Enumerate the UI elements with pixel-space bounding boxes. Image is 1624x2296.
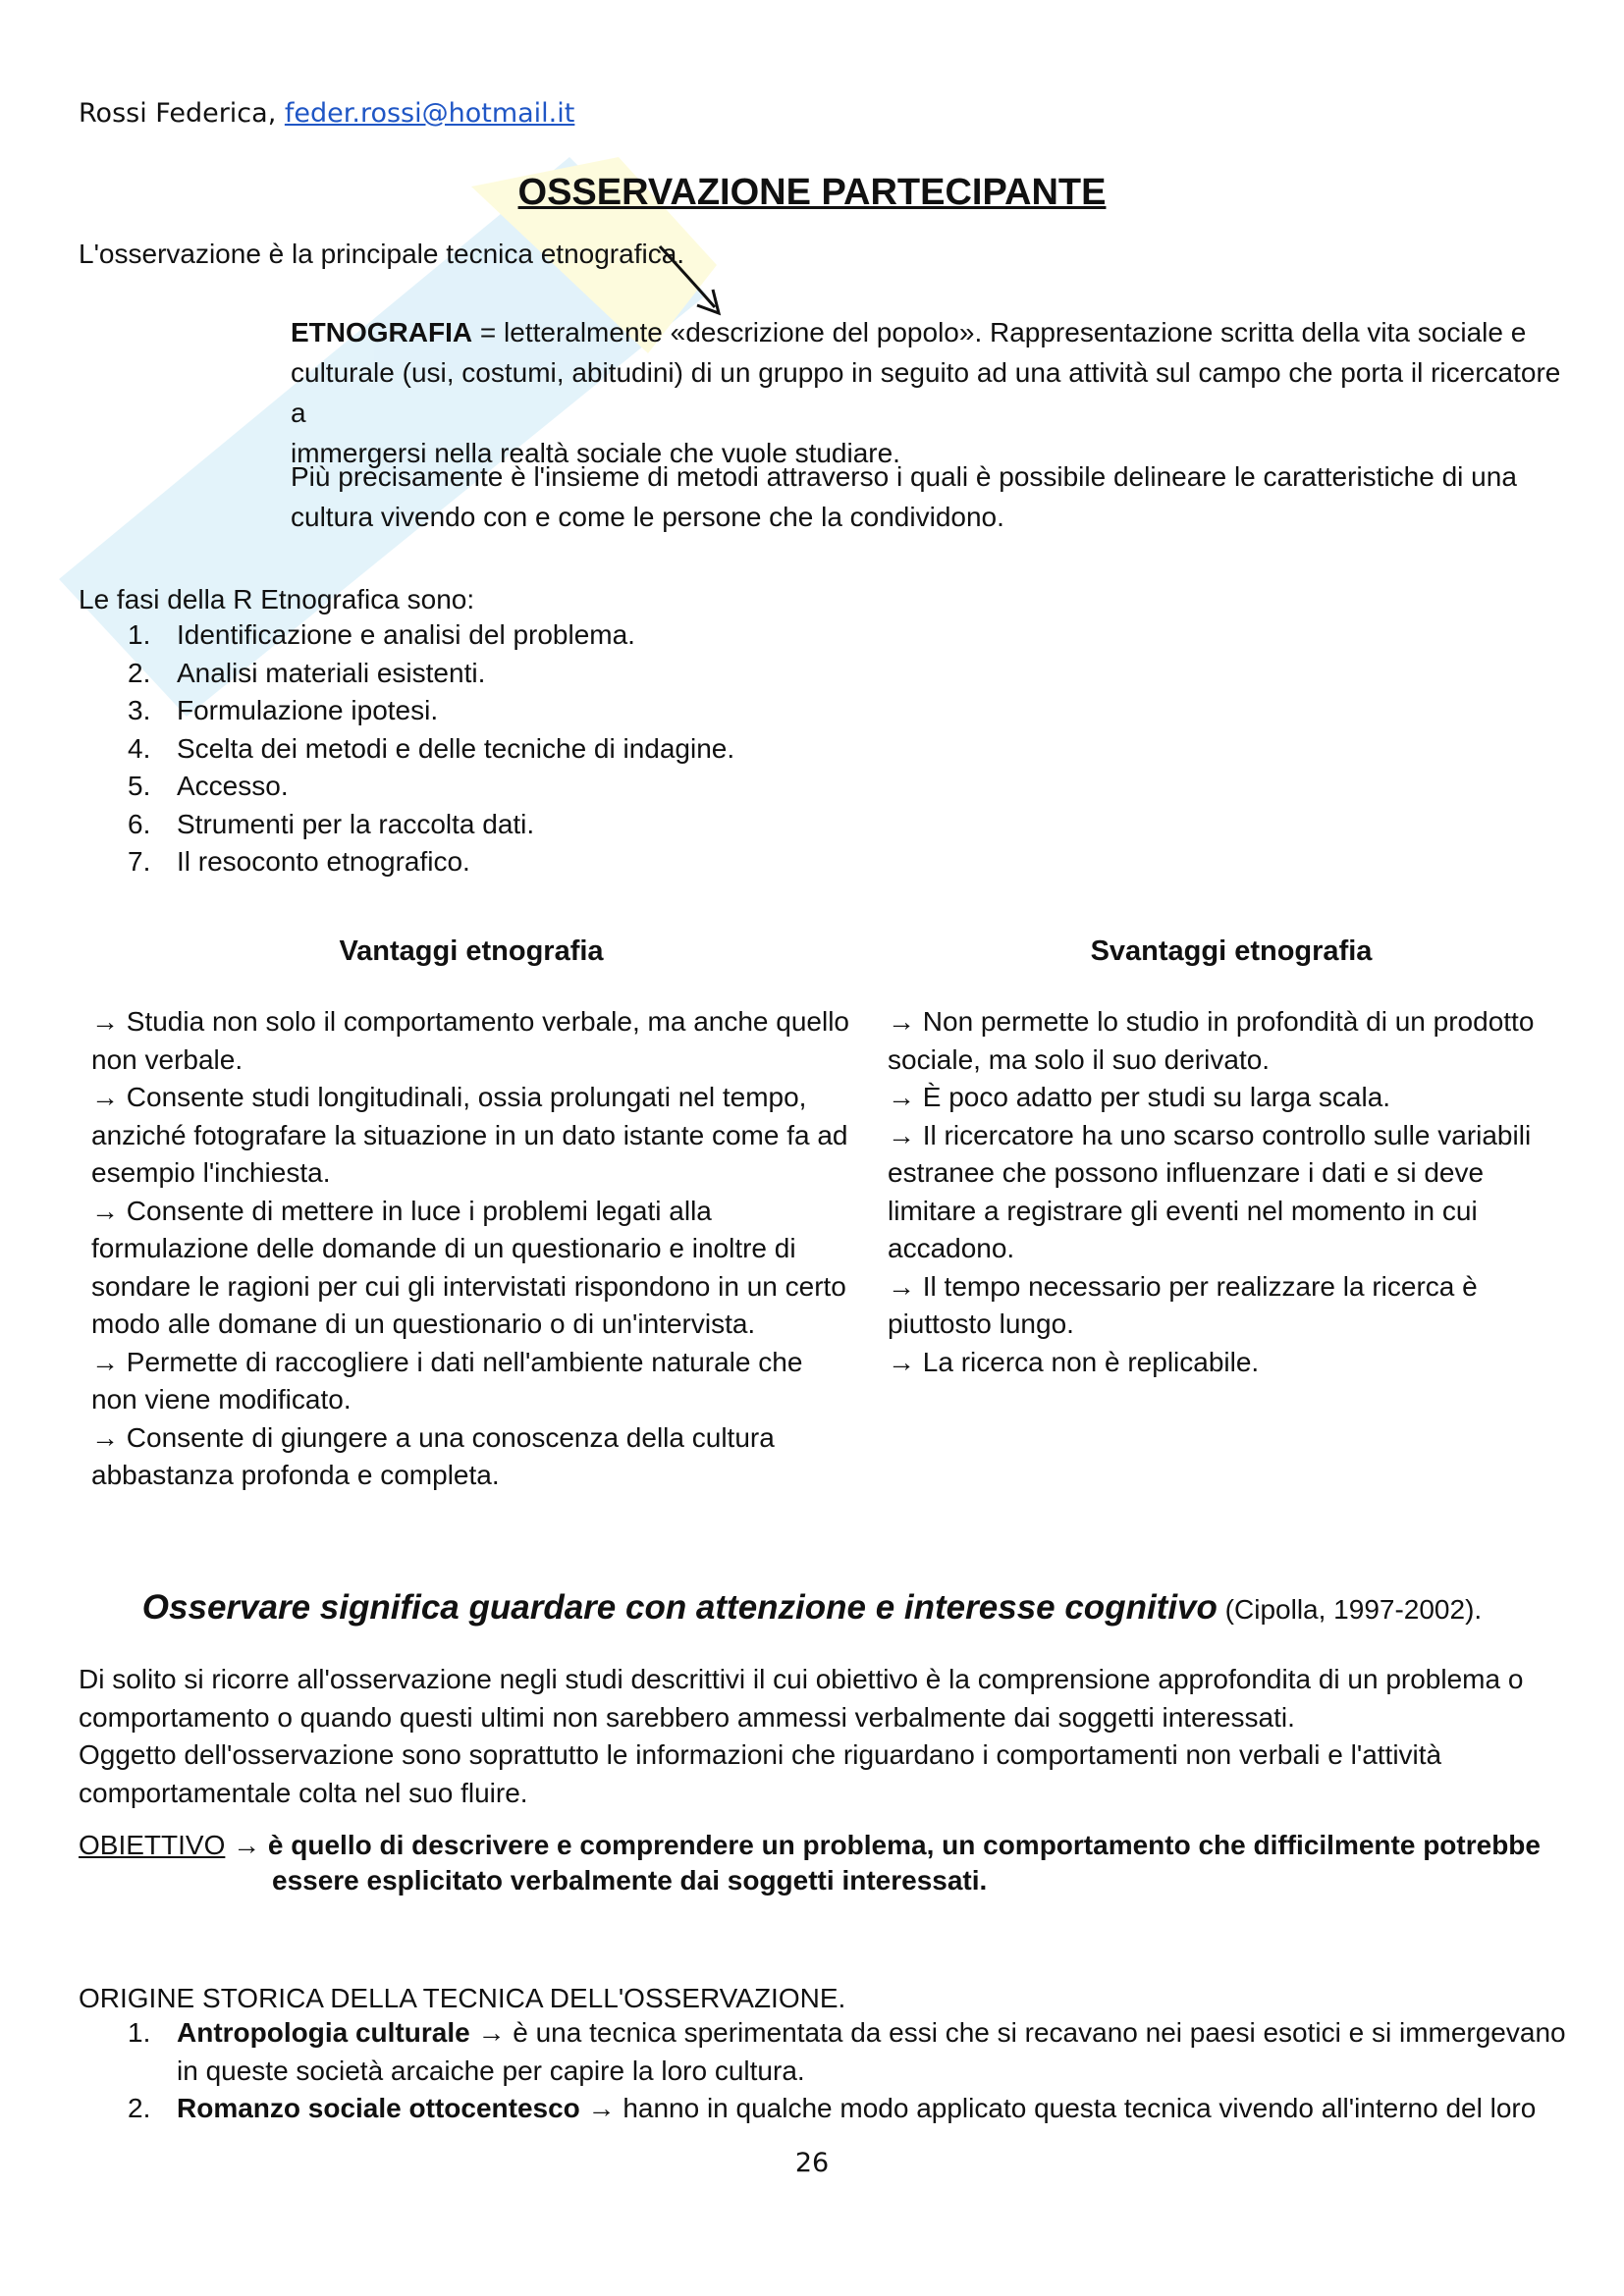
objective-label: OBIETTIVO — [79, 1830, 226, 1860]
disadvantage-line: estranee che possono influenzare i dati e si deve — [888, 1157, 1485, 1188]
disadvantage-line: limitare a registrare gli eventi nel momento in cui — [888, 1195, 1478, 1226]
origin-term: Romanzo sociale ottocentesco — [177, 2093, 580, 2123]
disadvantage-line: accadono. — [888, 1233, 1015, 1263]
disadvantage-line: sociale, ma solo il suo derivato. — [888, 1043, 1271, 1075]
phase-item: 2. Analisi materiali esistenti. — [128, 657, 486, 688]
origin-item: 2. Romanzo sociale ottocentesco → hanno in qualche modo applicato questa tecnica vivendo all'interno del loro — [128, 2093, 1537, 2123]
advantages-heading: Vantaggi etnografia — [339, 935, 604, 967]
advantage-line: abbastanza profonda e completa. — [91, 1460, 500, 1490]
observation-paragraph-2: Oggetto dell'osservazione sono soprattutto le informazioni che riguardano i comportamenti non verbali e l'attività comportamentale colta nel suo fluire. — [79, 1739, 1442, 1808]
author-email-link[interactable]: feder.rossi@hotmail.it — [284, 98, 575, 129]
observe-citation: (Cipolla, 1997-2002). — [1217, 1594, 1483, 1625]
advantage-line: esempio l'inchiesta. — [91, 1157, 331, 1188]
advantage-line: → Consente studi longitudinali, ossia prolungati nel tempo, — [91, 1082, 807, 1112]
page-number: 26 — [794, 2148, 830, 2178]
phase-item: 1. Identificazione e analisi del problema. — [128, 619, 635, 650]
disadvantage-line: → È poco adatto per studi su larga scala. — [888, 1082, 1391, 1112]
advantage-line: modo alle domane di un questionario o di un'intervista. — [91, 1308, 756, 1339]
origin-heading: ORIGINE STORICA DELLA TECNICA DELL'OSSERVAZIONE. — [79, 1983, 846, 2013]
page-title: OSSERVAZIONE PARTECIPANTE — [517, 172, 1107, 213]
advantages-column — [91, 1003, 877, 1495]
definition-term: ETNOGRAFIA — [291, 317, 473, 347]
origin-term: Antropologia culturale — [177, 2017, 470, 2048]
advantage-line: anziché fotografare la situazione in un dato istante come fa ad — [91, 1119, 848, 1150]
disadvantage-line: → Il tempo necessario per realizzare la ricerca è — [888, 1270, 1478, 1302]
phase-item: 6. Strumenti per la raccolta dati. — [128, 808, 535, 839]
phase-item: 3. Formulazione ipotesi. — [128, 695, 439, 725]
advantage-line: sondare le ragioni per cui gli intervistati rispondono in un certo — [91, 1270, 846, 1302]
disadvantage-line: piuttosto lungo. — [888, 1308, 1074, 1339]
advantage-line: → Consente di giungere a una conoscenza della cultura — [91, 1421, 775, 1453]
advantage-line: → Studia non solo il comportamento verbale, ma anche quello — [91, 1006, 849, 1037]
phase-item: 7. Il resoconto etnografico. — [128, 846, 470, 877]
disadvantage-line: → La ricerca non è replicabile. — [888, 1346, 1260, 1377]
disadvantage-line: → Il ricercatore ha uno scarso controllo sulle variabili — [888, 1119, 1532, 1150]
phases-list — [128, 616, 734, 881]
objective-line: OBIETTIVO → è quello di descrivere e comprendere un problema, un comportamento che difficilmente potrebbe — [79, 1830, 1541, 1860]
ethnography-definition: ETNOGRAFIA = letteralmente «descrizione del popolo». Rappresentazione scritta della vita sociale e culturale (usi, costumi, abitudini) di un gruppo in seguito ad una attività sul campo che porta il ricercatore a immergersi nella realtà sociale che vuole studiare. — [291, 317, 1561, 468]
intro-sentence: L'osservazione è la principale tecnica etnografica. — [79, 239, 685, 269]
ethnography-precise-definition: Più precisamente è l'insieme di metodi attraverso i quali è possibile delineare le caratteristiche di una cultura vivendo con e come le persone che la condividono. — [291, 461, 1517, 532]
advantage-line: → Consente di mettere in luce i problemi legati alla — [91, 1195, 712, 1226]
advantage-line: non viene modificato. — [91, 1384, 352, 1415]
disadvantages-column — [888, 1003, 1575, 1381]
phases-intro: Le fasi della R Etnografica sono: — [79, 584, 475, 614]
author-name: Rossi Federica, — [79, 98, 277, 129]
advantage-line: non verbale. — [91, 1043, 244, 1075]
objective-line-2: essere esplicitato verbalmente dai soggetti interessati. — [272, 1865, 988, 1896]
author-line — [79, 98, 574, 129]
observe-heading-text: Osservare significa guardare con attenzione e interesse cognitivo — [141, 1588, 1218, 1627]
advantage-line: → Permette di raccogliere i dati nell'ambiente naturale che — [91, 1346, 803, 1377]
advantage-line: formulazione delle domande di un questionario e inoltre di — [91, 1233, 796, 1263]
origin-item: 1. Antropologia culturale → è una tecnica sperimentata da essi che si recavano nei paesi esotici e si immergevano in queste società arcaiche per capire la loro cultura. — [128, 2017, 1566, 2086]
observe-heading — [0, 1588, 1624, 1628]
observation-paragraph-1: Di solito si ricorre all'osservazione negli studi descrittivi il cui obiettivo è la comprensione approfondita di un problema o comportamento o quando questi ultimi non sarebbero ammessi verbalmente dai soggetti interessati. — [79, 1664, 1524, 1733]
phase-item: 5. Accesso. — [128, 771, 289, 801]
phase-item: 4. Scelta dei metodi e delle tecniche di indagine. — [128, 732, 735, 764]
disadvantage-line: → Non permette lo studio in profondità di un prodotto — [888, 1006, 1535, 1037]
disadvantages-heading: Svantaggi etnografia — [1090, 935, 1373, 967]
origin-list — [128, 2014, 1571, 2128]
